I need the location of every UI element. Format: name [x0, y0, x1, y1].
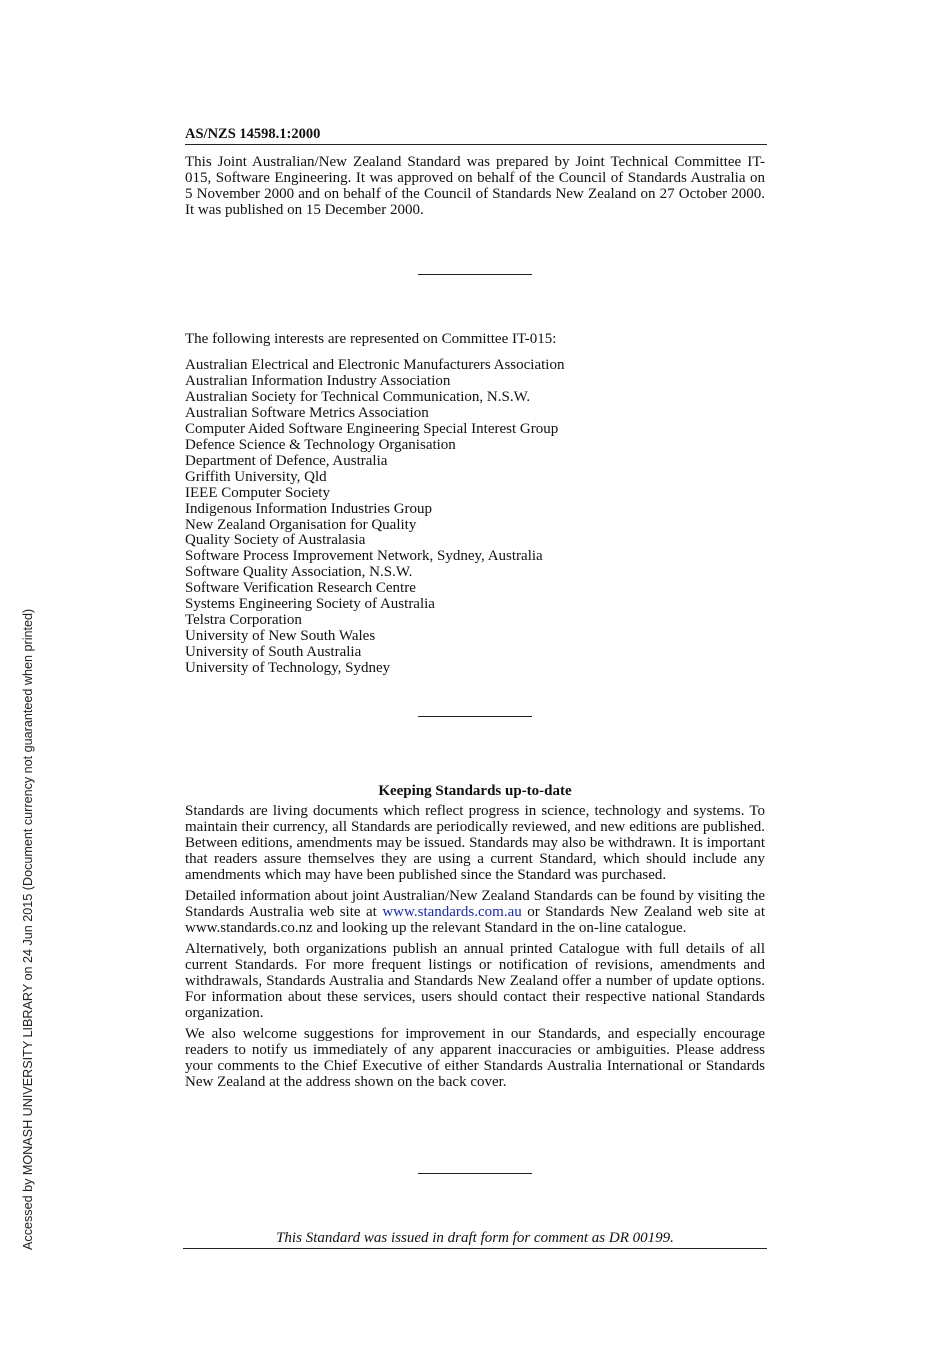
list-item: Australian Electrical and Electronic Manufacturers Association: [185, 357, 565, 373]
standards-australia-link[interactable]: www.standards.com.au: [382, 904, 522, 920]
paragraph-suggestions: We also welcome suggestions for improvement in our Standards, and especially encourage readers to notify us immediately of any apparent inaccuracies or ambiguities. Please address your comments to the Chief Executive of either Standards Australia International or Standards New Zealand at the address shown on the back cover.: [185, 1026, 765, 1090]
list-item: New Zealand Organisation for Quality: [185, 516, 417, 533]
list-item: Systems Engineering Society of Australia: [185, 596, 435, 613]
list-item: University of New South Wales: [185, 628, 376, 645]
list-item: Software Verification Research Centre: [185, 580, 416, 597]
list-item: University of Technology, Sydney: [185, 660, 391, 677]
list-item: Australian Information Industry Association: [185, 372, 451, 389]
list-item: Quality Society of Australasia: [185, 532, 366, 549]
list-item: Griffith University, Qld: [185, 468, 327, 485]
paragraph-catalogue: Alternatively, both organizations publish an annual printed Catalogue with full details of all current Standards. For more frequent listings or notification of revisions, amendments and withdrawals, Standards Australia and Standards New Zealand offer a number of update options. For information about these services, users should contact their respective national Standards organization.: [185, 941, 765, 1021]
keeping-standards-heading: Keeping Standards up-to-date: [378, 783, 572, 799]
list-item: Software Process Improvement Network, Sydney, Australia: [185, 548, 543, 565]
list-item: IEEE Computer Society: [185, 484, 330, 501]
document-designation: AS/NZS 14598.1:2000: [185, 125, 767, 145]
section-divider-1: [418, 274, 532, 275]
keeping-standards-body: [185, 803, 765, 1095]
list-item: Software Quality Association, N.S.W.: [185, 564, 413, 581]
paragraph-currency: Standards are living documents which reflect progress in science, technology and systems. To maintain their currency, all Standards are periodically reviewed, and new editions are published. Between editions, amendments may be issued. Standards may also be withdrawn. It is important that readers assure themselves they are using a current Standard, which should include any amendments which may have been published since the Standard was purchased.: [185, 803, 765, 883]
list-item: Australian Software Metrics Association: [185, 404, 429, 421]
list-item: Computer Aided Software Engineering Special Interest Group: [185, 420, 559, 437]
list-item: Indigenous Information Industries Group: [185, 500, 433, 517]
list-item: Department of Defence, Australia: [185, 452, 388, 469]
list-item: Australian Society for Technical Communication, N.S.W.: [185, 388, 531, 405]
committee-members-list: [185, 358, 765, 677]
paragraph-web-sites: [185, 888, 765, 936]
section-divider-3: [418, 1173, 532, 1174]
draft-note: This Standard was issued in draft form for comment as DR 00199.: [183, 1229, 767, 1249]
paragraph-web-sites-text-1: Detailed information about joint Australian/New Zealand Standards can be found by visiting the Standards Australia web site at: [185, 888, 765, 920]
preparation-statement: This Joint Australian/New Zealand Standard was prepared by Joint Technical Committee IT-015, Software Engineering. It was approved on behalf of the Council of Standards Australia on 5 November 2000 and on behalf of the Council of Standards New Zealand on 27 October 2000. It was published on 15 December 2000.: [185, 154, 765, 218]
access-watermark: Accessed by MONASH UNIVERSITY LIBRARY on 24 Jun 2015 (Document currency not guaranteed when printed): [21, 608, 35, 1250]
list-item: University of South Australia: [185, 644, 362, 661]
list-item: Defence Science & Technology Organisation: [185, 436, 456, 453]
preparation-section: [185, 154, 765, 218]
committee-intro: The following interests are represented on Committee IT-015:: [185, 331, 557, 347]
paragraph-web-sites-text-2: or Standards New Zealand web site at www.standards.co.nz and looking up the relevant Standard in the on-line catalogue.: [185, 904, 765, 936]
list-item: Telstra Corporation: [185, 612, 302, 629]
section-divider-2: [418, 716, 532, 717]
